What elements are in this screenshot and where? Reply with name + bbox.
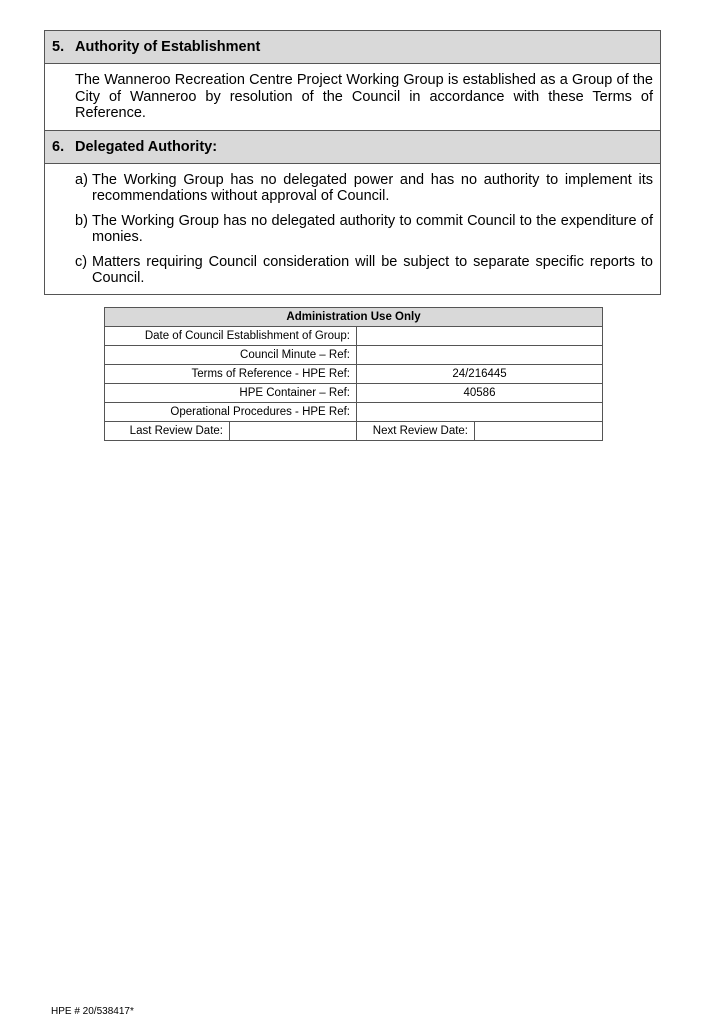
row-label: HPE Container – Ref: — [105, 384, 357, 403]
row-label: Terms of Reference - HPE Ref: — [105, 365, 357, 384]
row-label: Council Minute – Ref: — [105, 346, 357, 365]
list-marker: a) — [75, 171, 88, 188]
list-item — [75, 254, 653, 287]
section-title: Delegated Authority: — [75, 138, 218, 155]
section-number: 5. — [52, 39, 65, 55]
row-value — [357, 346, 603, 365]
row-value — [357, 327, 603, 346]
last-review-value — [230, 422, 357, 441]
list-marker: b) — [75, 212, 88, 229]
row-value: 40586 — [357, 384, 603, 403]
row-value — [357, 403, 603, 422]
table-row — [105, 365, 603, 384]
table-header-row — [105, 308, 603, 327]
list-text: The Working Group has no delegated power and has no authority to implement its recommendations without approval of Council. — [92, 171, 653, 204]
section-title: Authority of Establishment — [75, 39, 261, 55]
section-6-header — [45, 131, 660, 164]
section-5-body: The Wanneroo Recreation Centre Project Working Group is established as a Group of the City of Wanneroo by resolution of the Council in accordance with these Terms of Reference. — [45, 64, 660, 131]
row-value: 24/216445 — [357, 365, 603, 384]
list-item — [75, 172, 653, 205]
terms-sections — [44, 30, 661, 295]
table-row — [105, 384, 603, 403]
table-row — [105, 403, 603, 422]
list-marker: c) — [75, 253, 88, 270]
list-text: Matters requiring Council consideration will be subject to separate specific reports to Council. — [92, 253, 653, 286]
footer-reference: HPE # 20/538417* — [51, 1006, 134, 1017]
administration-use-table — [104, 307, 603, 441]
last-review-label: Last Review Date: — [105, 422, 230, 441]
next-review-label: Next Review Date: — [357, 422, 475, 441]
admin-table-title: Administration Use Only — [105, 308, 603, 327]
table-row — [105, 346, 603, 365]
next-review-value — [475, 422, 603, 441]
row-label: Date of Council Establishment of Group: — [105, 327, 357, 346]
review-dates-row — [105, 422, 603, 441]
section-number: 6. — [52, 138, 65, 155]
section-5-header — [45, 31, 660, 64]
list-text: The Working Group has no delegated authority to commit Council to the expenditure of monies. — [92, 212, 653, 245]
table-row — [105, 327, 603, 346]
section-6-body — [45, 164, 660, 294]
list-item — [75, 213, 653, 246]
row-label: Operational Procedures - HPE Ref: — [105, 403, 357, 422]
